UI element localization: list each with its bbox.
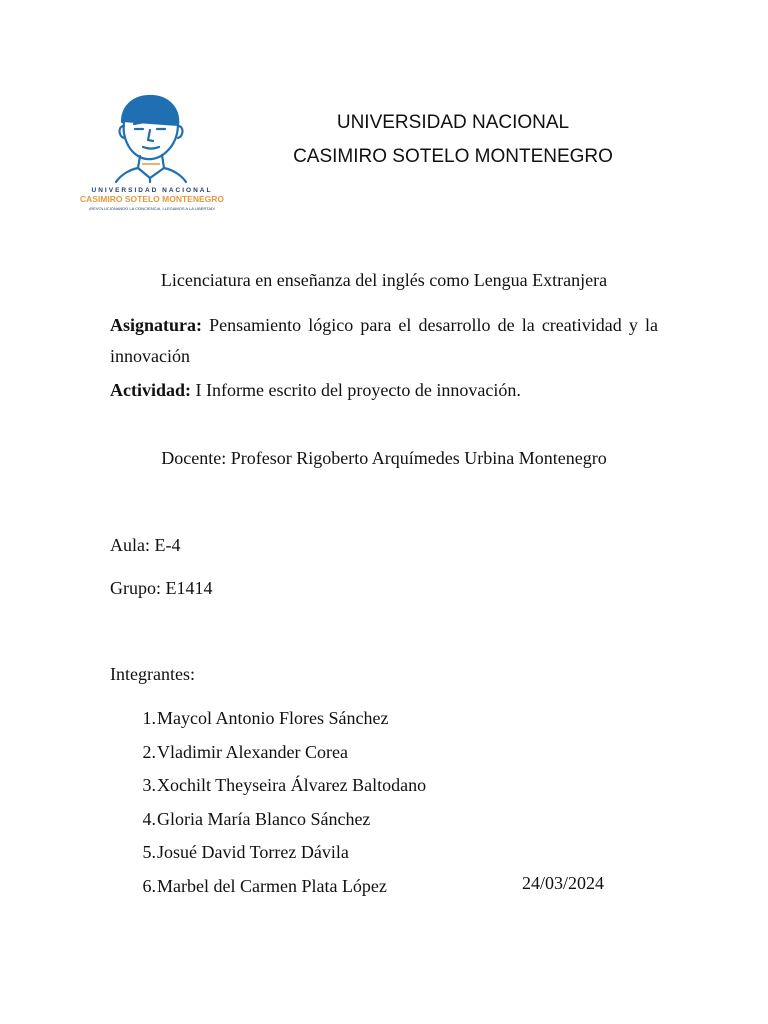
subject-paragraph [110,310,658,372]
member-item [110,873,387,907]
logo-line1: UNIVERSIDAD NACIONAL [91,187,213,194]
member-number: 4. [142,808,156,829]
university-name-line1: UNIVERSIDAD NACIONAL [336,112,570,133]
member-item [110,705,389,739]
member-number: 1. [142,708,156,728]
member-item [110,806,371,840]
members-heading: Integrantes: [110,664,195,684]
activity-label: Actividad: [110,380,191,400]
group-line: Grupo: E1414 [110,578,213,598]
program-name: Licenciatura en enseñanza del inglés como Lengua Extranjera [160,270,608,290]
university-name-line2: CASIMIRO SOTELO MONTENEGRO [293,146,613,167]
teacher-line: Docente: Profesor Rigoberto Arquímedes Urbina Montenegro [161,448,607,468]
classroom-line: Aula: E-4 [110,535,181,555]
member-name: Josué David Torrez Dávila [157,842,349,863]
member-name: Gloria María Blanco Sánchez [157,808,371,829]
member-number: 5. [142,842,156,863]
member-number: 2. [142,741,156,762]
logo-line2: CASIMIRO SOTELO MONTENEGRO [79,194,225,204]
logo-motto: ¡REVOLUCIONANDO LA CONCIENCIA, LLEGAMOS A LA LIBERTAD! [88,206,216,211]
member-item [110,772,427,806]
activity-line [110,380,521,401]
member-name: Marbel del Carmen Plata López [157,875,387,896]
member-name: Maycol Antonio Flores Sánchez [157,708,389,728]
subject-label: Asignatura: [110,315,203,335]
activity-value: I Informe escrito del proyecto de innovación. [191,380,521,400]
member-number: 6. [142,875,156,896]
university-logo [64,92,240,222]
subject-value: Pensamiento lógico para el desarrollo de la creatividad y la innovación [110,315,658,366]
member-name: Xochilt Theyseira Álvarez Baltodano [157,775,427,796]
member-item [110,839,349,873]
members-list [110,705,427,907]
member-number: 3. [142,775,156,796]
member-name: Vladimir Alexander Corea [157,741,348,762]
document-date: 24/03/2024 [522,873,605,893]
member-item [110,739,348,773]
